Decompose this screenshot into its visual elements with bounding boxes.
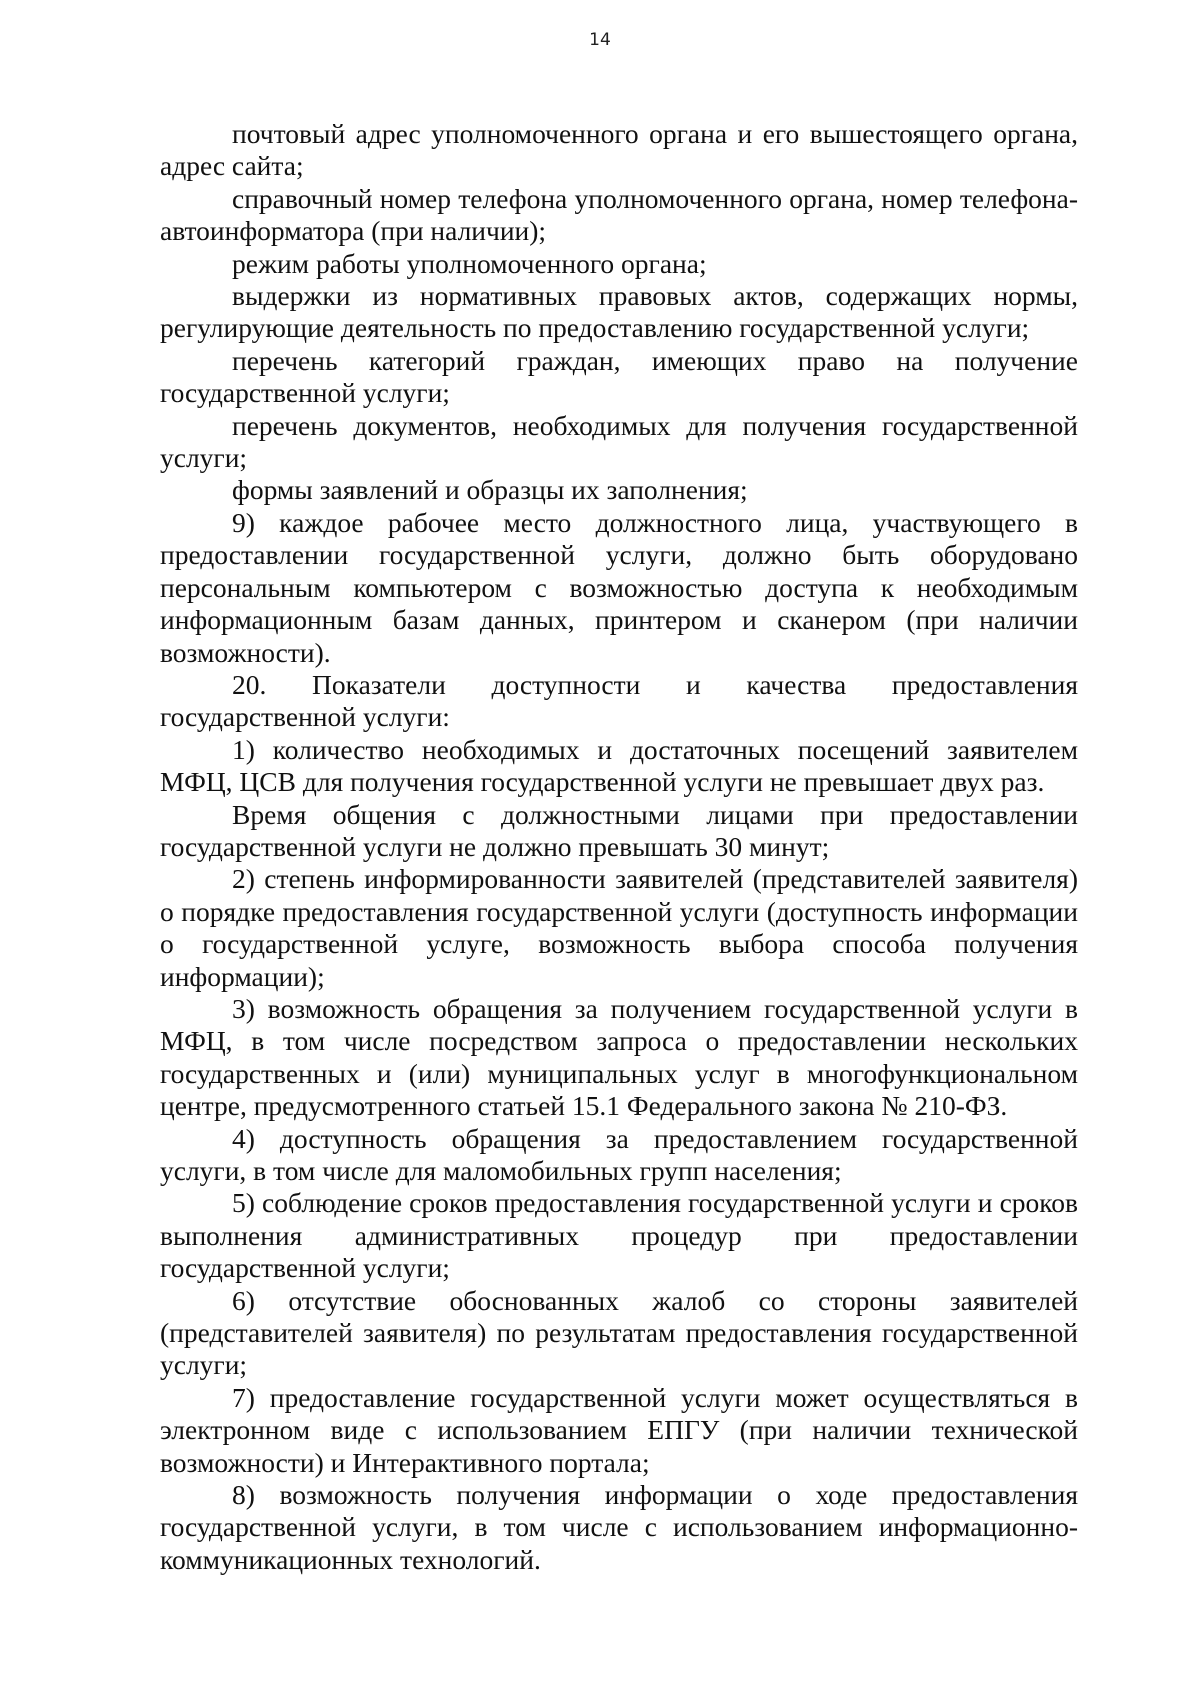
page-number: 14 [589,30,611,50]
paragraph-postal-address: почтовый адрес уполномоченного органа и его вышестоящего органа, адрес сайта; [160,118,1078,182]
paragraph-citizen-categories: перечень категорий граждан, имеющих право на получение государственной услуги; [160,344,1078,409]
paragraph-application-forms: формы заявлений и образцы их заполнения; [232,474,748,506]
paragraph-item-6-complaints: 6) отсутствие обоснованных жалоб со стороны заявителей (представителей заявителя) по результатам предоставления государственной услуги; [160,1284,1078,1381]
paragraph-item-1-visits: 1) количество необходимых и достаточных посещений заявителем МФЦ, ЦСВ для получения государственной услуги не превышает двух раз. [160,733,1078,798]
paragraph-item-9-workplace: 9) каждое рабочее место должностного лица, участвующего в предоставлении государственной услуги, должно быть оборудовано персональным компьютером с возможностью доступа к необходимым информационным базам данных, принтером и сканером (при наличии возможности). [160,506,1078,668]
paragraph-item-2-awareness: 2) степень информированности заявителей (представителей заявителя) о порядке предоставления государственной услуги (доступность информации о государственной услуге, возможность выбора способа получения информации); [160,863,1078,992]
paragraph-item-8-progress-info: 8) возможность получения информации о ходе предоставления государственной услуги, в том числе с использованием информационно-коммуникационных технологий. [160,1479,1078,1575]
paragraph-section-20-heading: 20. Показатели доступности и качества предоставления государственной услуги: [160,668,1078,733]
paragraph-item-4-accessibility: 4) доступность обращения за предоставлением государственной услуги, в том числе для маломобильных групп населения; [160,1122,1078,1186]
paragraph-reference-phone: справочный номер телефона уполномоченного органа, номер телефона-автоинформатора (при наличии); [160,182,1078,247]
paragraph-item-5-deadlines: 5) соблюдение сроков предоставления государственной услуги и сроков выполнения административных процедур при предоставлении государственной услуги; [160,1187,1078,1284]
document-body [160,118,1078,1576]
paragraph-item-3-mfc: 3) возможность обращения за получением государственной услуги в МФЦ, в том числе посредством запроса о предоставлении нескольких государственных и (или) муниципальных услуг в многофункциональном центре, предусмотренного статьей 15.1 Федерального закона № 210-ФЗ. [160,992,1078,1122]
paragraph-communication-time: Время общения с должностными лицами при предоставлении государственной услуги не должно превышать 30 минут; [160,798,1078,862]
paragraph-documents-list: перечень документов, необходимых для получения государственной услуги; [160,409,1078,474]
paragraph-work-schedule: режим работы уполномоченного органа; [232,247,707,279]
paragraph-item-7-electronic: 7) предоставление государственной услуги может осуществляться в электронном виде с использованием ЕПГУ (при наличии технической возможности) и Интерактивного портала; [160,1381,1078,1478]
paragraph-legal-excerpts: выдержки из нормативных правовых актов, содержащих нормы, регулирующие деятельность по предоставлению государственной услуги; [160,280,1078,344]
